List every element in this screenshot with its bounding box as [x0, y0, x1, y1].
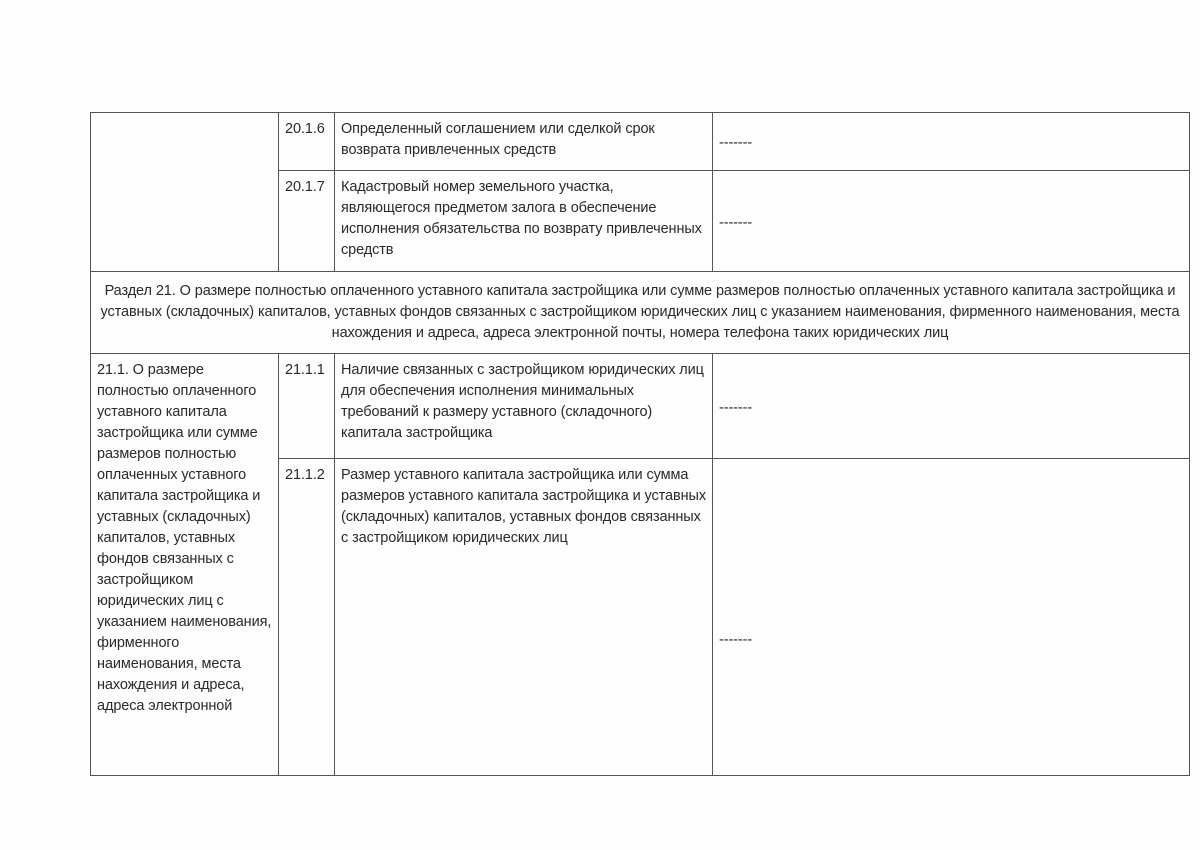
table-row [91, 354, 1190, 459]
group-label: 21.1. О размере полностью оплаченного уставного капитала застройщика или сумме размеров полностью оплаченных уставного капитала застройщика и уставных (складочных) капиталов, уставных фондов связанных с застройщиком юридических лиц с указанием наименования, фирменного наименования, места нахождения и адреса, адреса электронной [91, 354, 279, 776]
row-description: Определенный соглашением или сделкой срок возврата привлеченных средств [335, 113, 713, 171]
row-value: ------- [713, 459, 1190, 776]
row-description: Кадастровый номер земельного участка, являющегося предметом залога в обеспечение исполнения обязательства по возврату привлеченных средств [335, 171, 713, 272]
row-value: ------- [713, 171, 1190, 272]
section-header-row [91, 272, 1190, 354]
empty-group-cell [91, 113, 279, 272]
row-number: 20.1.6 [279, 113, 335, 171]
row-value: ------- [713, 354, 1190, 459]
section-21-title: Раздел 21. О размере полностью оплаченного уставного капитала застройщика или сумме размеров полностью оплаченных уставного капитала застройщика и уставных (складочных) капиталов, уставных фондов связанных с застройщиком юридических лиц с указанием наименования, фирменного наименования, места нахождения и адреса, адреса электронной почты, номера телефона таких юридических лиц [91, 272, 1190, 354]
row-number: 20.1.7 [279, 171, 335, 272]
row-description: Наличие связанных с застройщиком юридических лиц для обеспечения исполнения минимальных требований к размеру уставного (складочного) капитала застройщика [335, 354, 713, 459]
row-number: 21.1.1 [279, 354, 335, 459]
table-row [91, 113, 1190, 171]
row-number: 21.1.2 [279, 459, 335, 776]
row-description: Размер уставного капитала застройщика или сумма размеров уставного капитала застройщика и уставных (складочных) капиталов, уставных фондов связанных с застройщиком юридических лиц [335, 459, 713, 776]
row-value: ------- [713, 113, 1190, 171]
disclosure-table [90, 112, 1190, 776]
